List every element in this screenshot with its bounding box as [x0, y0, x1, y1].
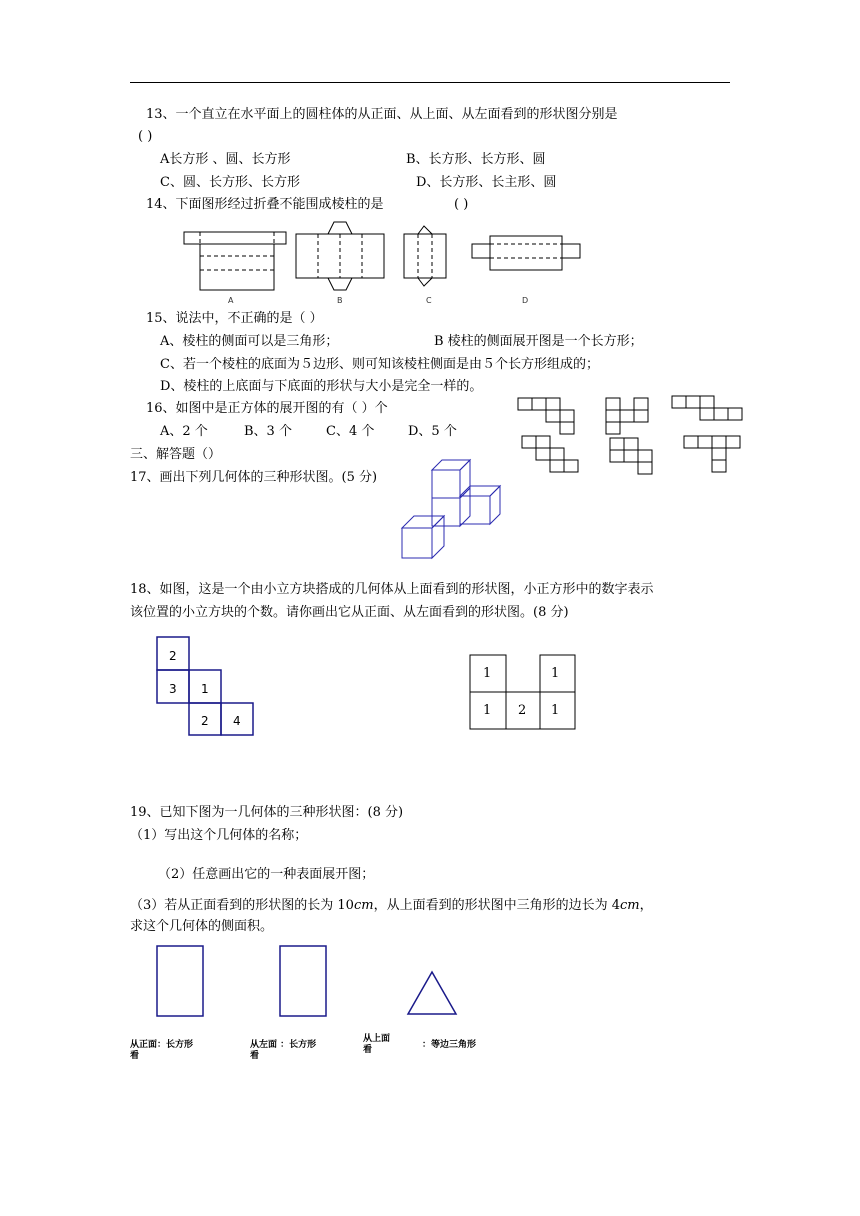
q19-part-3: （3）若从正面看到的形状图的长为 10cm，从上面看到的形状图中三角形的边长为 4cm，: [130, 898, 653, 913]
q18-cell-value: 3: [169, 682, 177, 696]
q18-answer-cell: 1: [551, 703, 560, 718]
q18-answer-cell: 1: [483, 666, 492, 681]
q16-option-a: A、2 个: [160, 424, 208, 439]
q18-stem-line2: 该位置的小立方块的个数。请你画出它从正面、从左面看到的形状图。(8 分): [130, 605, 569, 620]
unit-cm: cm: [619, 898, 640, 913]
q18-cell-value: 2: [169, 649, 177, 663]
q19-part-3-cont: 求这个几何体的侧面积。: [130, 919, 274, 934]
q14-label-c: C: [426, 296, 432, 305]
top-view-triangle: [408, 972, 456, 1014]
q18-stem-line1: 18、如图，这是一个由小立方块搭成的几何体从上面看到的形状图，小正方形中的数字表示: [130, 582, 654, 597]
q15-option-c: C、若一个棱柱的底面为５边形、则可知该棱柱侧面是由５个长方形组成的；: [160, 357, 599, 372]
q16-stem: 16、如图中是正方体的展开图的有（ ）个: [146, 401, 388, 416]
q13-option-b: B、长方形、长方形、圆: [406, 152, 546, 167]
q19-stem: 19、已知下图为一几何体的三种形状图：(8 分): [130, 805, 404, 820]
q16-option-b: B、3 个: [244, 424, 292, 439]
q15-option-b: B 棱柱的侧面展开图是一个长方形；: [434, 334, 643, 349]
caption-top-view-a: 从上面 看: [363, 1034, 391, 1055]
q18-answer-cell: 1: [551, 666, 560, 681]
q18-answer-cell: 2: [518, 703, 527, 718]
q18-answer-cell: 1: [483, 703, 492, 718]
side-view-rectangle: [280, 946, 326, 1016]
front-view-rectangle: [157, 946, 203, 1016]
caption-front-view: 从正面：长方形 看: [130, 1040, 194, 1061]
q14-label-b: B: [337, 296, 343, 305]
section-heading: 三、解答题（）: [130, 447, 222, 462]
q13-option-c: C、圆、长方形、长方形: [160, 175, 300, 190]
q16-option-c: C、4 个: [326, 424, 375, 439]
q19-part-2: （2）任意画出它的一种表面展开图；: [158, 867, 375, 882]
q15-option-d: D、棱柱的上底面与下底面的形状与大小是完全一样的。: [160, 379, 483, 394]
q18-cell-value: 2: [201, 714, 209, 728]
q16-option-d: D、5 个: [408, 424, 457, 439]
q13-option-d: D、长方形、长主形、圆: [416, 175, 557, 190]
caption-side-view: 从左面 ：长方形 看: [250, 1040, 317, 1061]
q14-label-a: A: [228, 296, 234, 305]
unit-cm: cm: [353, 898, 374, 913]
q14-answer-paren: ( ): [454, 197, 469, 212]
q13-option-a: A长方形 、圆、长方形: [160, 152, 291, 167]
q13-answer-paren: ( ): [138, 129, 153, 144]
q15-option-a: A、棱柱的侧面可以是三角形；: [160, 334, 339, 349]
q18-cell-value: 1: [201, 682, 209, 696]
caption-top-view-b: ：等边三角形: [422, 1040, 477, 1050]
q19-part-1: （1）写出这个几何体的名称；: [130, 828, 308, 843]
q15-stem: 15、说法中，不正确的是（ ）: [146, 311, 323, 326]
q17-stem: 17、画出下列几何体的三种形状图。(5 分): [130, 470, 378, 485]
q14-stem: 14、下面图形经过折叠不能围成棱柱的是: [146, 197, 384, 212]
q14-label-d: D: [522, 296, 529, 305]
q13-stem: 13、一个直立在水平面上的圆柱体的从正面、从上面、从左面看到的形状图分别是: [146, 107, 618, 122]
q18-cell-value: 4: [233, 714, 241, 728]
